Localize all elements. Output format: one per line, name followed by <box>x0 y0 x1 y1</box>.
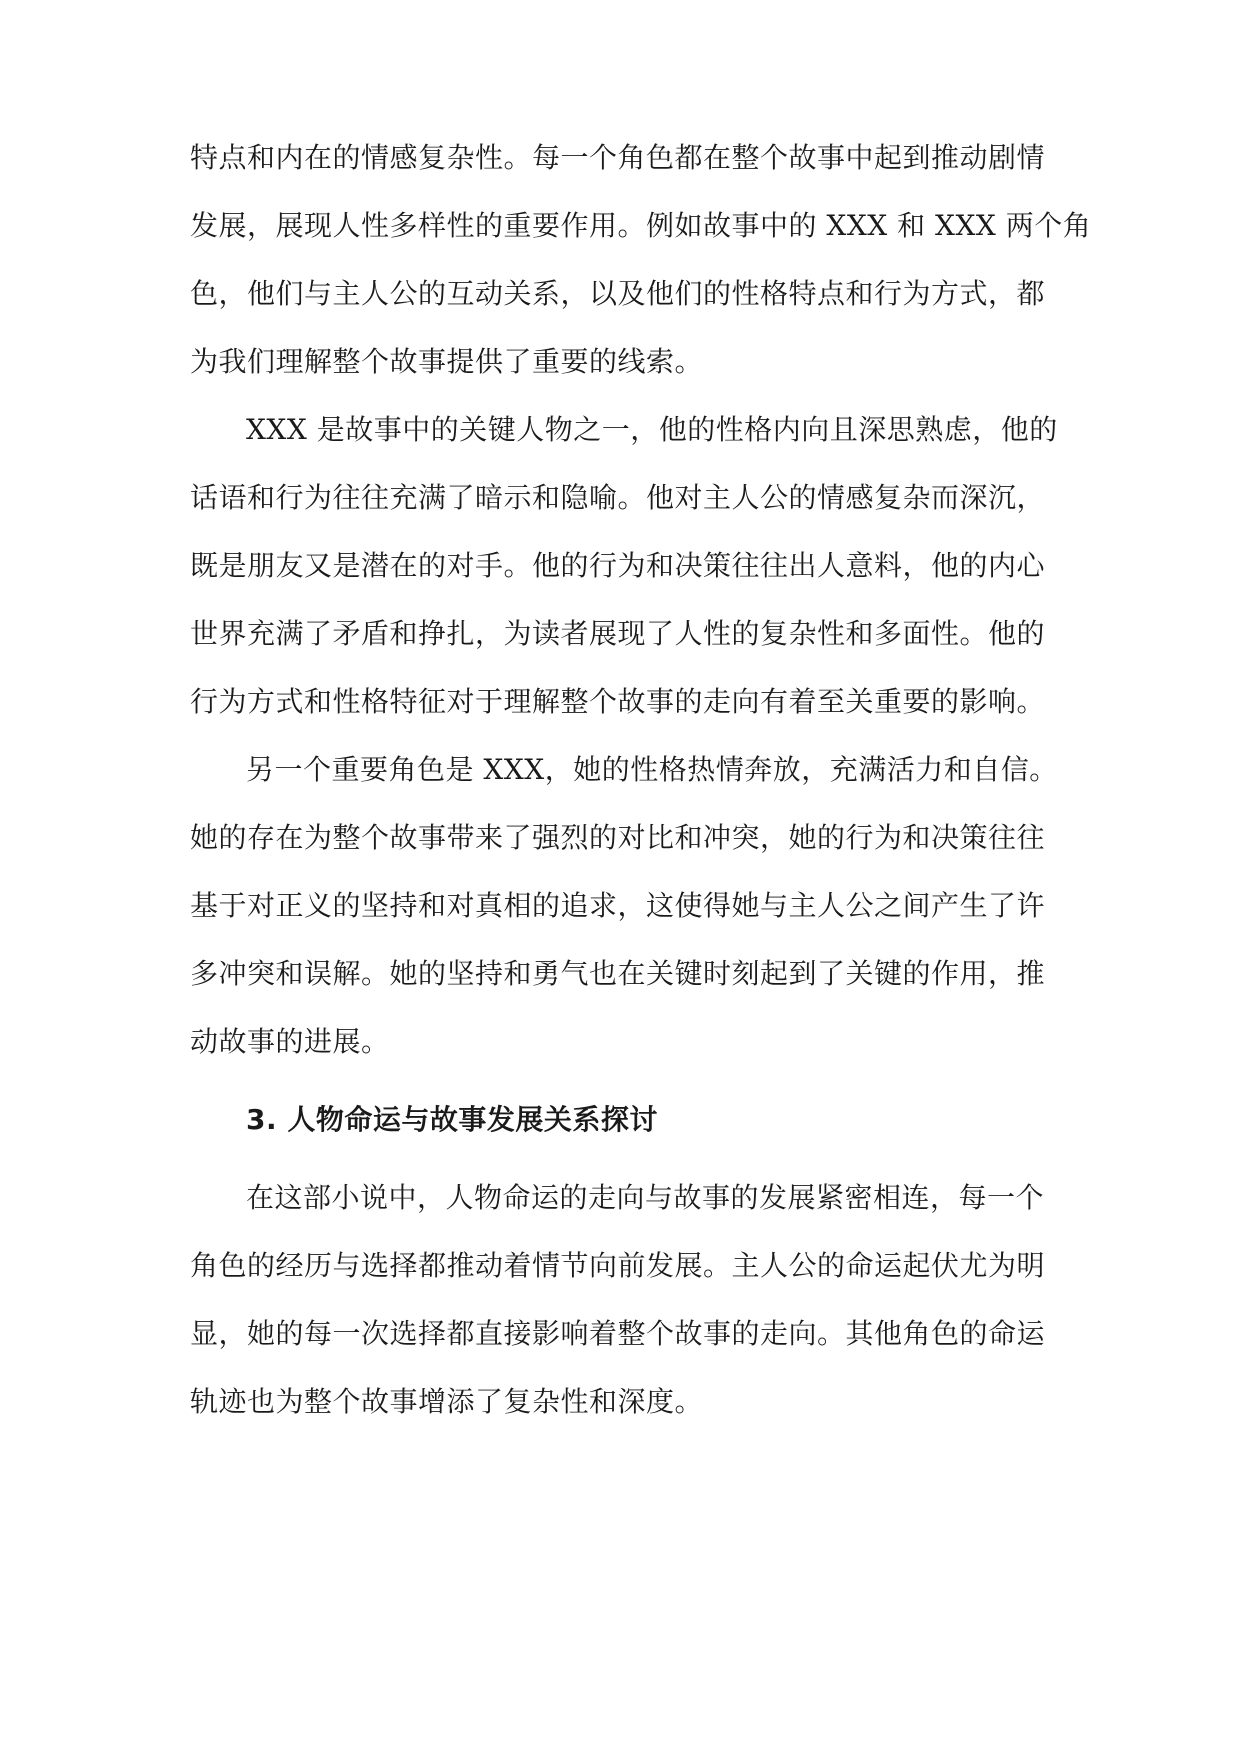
paragraph-line: 行为方式和性格特征对于理解整个故事的走向有着至关重要的影响。 <box>190 685 1046 718</box>
paragraph-line: 动故事的进展。 <box>190 1025 390 1058</box>
paragraph-line: 为我们理解整个故事提供了重要的线索。 <box>190 345 704 378</box>
paragraph-line: XXX 是故事中的关键人物之一，他的性格内向且深思熟虑，他的 <box>246 413 1058 446</box>
paragraph-line: 特点和内在的情感复杂性。每一个角色都在整个故事中起到推动剧情 <box>190 141 1046 174</box>
paragraph-line: 轨迹也为整个故事增添了复杂性和深度。 <box>190 1385 704 1418</box>
paragraph-line: 另一个重要角色是 XXX，她的性格热情奔放，充满活力和自信。 <box>246 753 1058 786</box>
paragraph-line: 基于对正义的坚持和对真相的追求，这使得她与主人公之间产生了许 <box>190 889 1046 922</box>
paragraph-line: 她的存在为整个故事带来了强烈的对比和冲突，她的行为和决策往往 <box>190 821 1046 854</box>
section-heading: 3. 人物命运与故事发展关系探讨 <box>246 1103 658 1136</box>
paragraph-line: 既是朋友又是潜在的对手。他的行为和决策往往出人意料，他的内心 <box>190 549 1046 582</box>
paragraph-line: 世界充满了矛盾和挣扎，为读者展现了人性的复杂性和多面性。他的 <box>190 617 1046 650</box>
paragraph-line: 显，她的每一次选择都直接影响着整个故事的走向。其他角色的命运 <box>190 1317 1046 1350</box>
paragraph-line: 多冲突和误解。她的坚持和勇气也在关键时刻起到了关键的作用，推 <box>190 957 1046 990</box>
paragraph-line: 在这部小说中，人物命运的走向与故事的发展紧密相连，每一个 <box>246 1181 1045 1214</box>
paragraph-line: 角色的经历与选择都推动着情节向前发展。主人公的命运起伏尤为明 <box>190 1249 1046 1282</box>
paragraph-line: 色，他们与主人公的互动关系，以及他们的性格特点和行为方式，都 <box>190 277 1046 310</box>
paragraph-line: 发展，展现人性多样性的重要作用。例如故事中的 XXX 和 XXX 两个角 <box>190 209 1092 242</box>
paragraph-line: 话语和行为往往充满了暗示和隐喻。他对主人公的情感复杂而深沉， <box>190 481 1046 514</box>
